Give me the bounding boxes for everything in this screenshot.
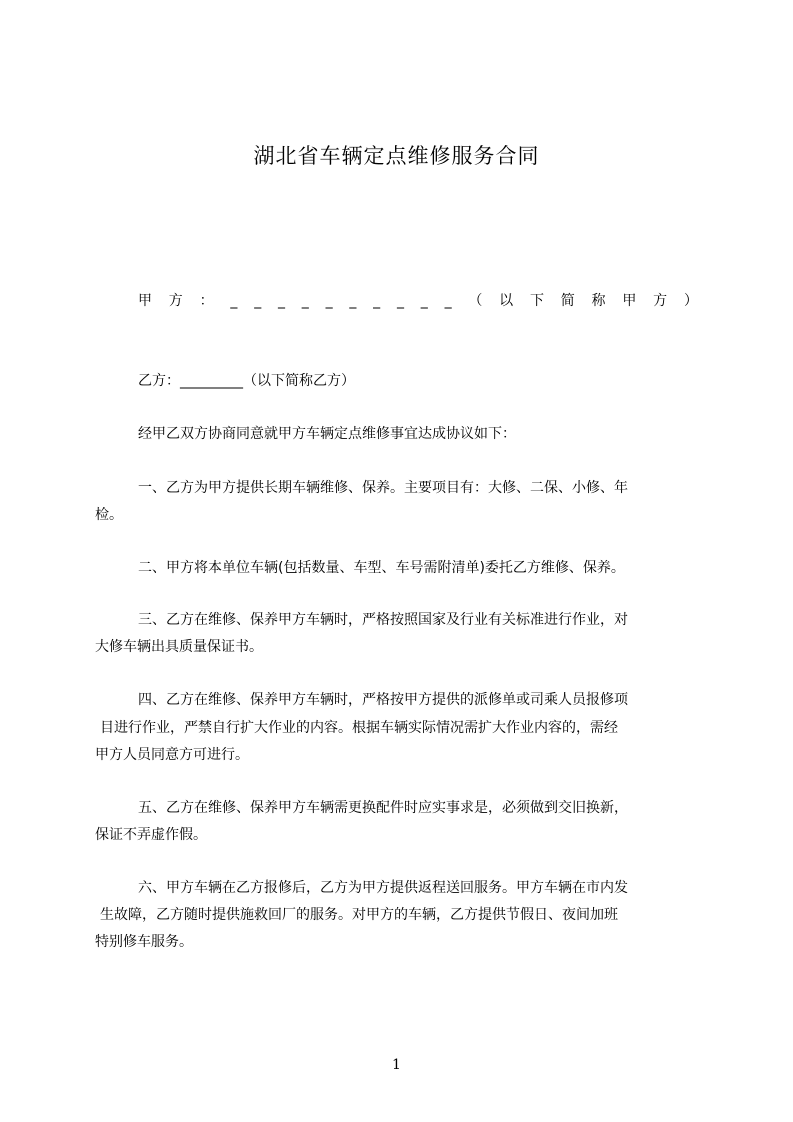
clause-4-line-3: 甲方人员同意方可进行。 (95, 747, 249, 763)
intro-paragraph: 经甲乙双方协商同意就甲方车辆定点维修事宜达成协议如下： (138, 426, 516, 442)
party-a-char: _ (254, 293, 262, 309)
clause-3-line-2: 大修车辆出具质量保证书。 (95, 639, 263, 655)
page-number: 1 (392, 1057, 401, 1073)
party-a-char: 简 (560, 293, 575, 309)
clause-5-line-2: 保证不弄虚作假。 (95, 827, 207, 843)
party-a-char: _ (420, 293, 428, 309)
party-a-char: ： (199, 293, 214, 309)
clause-6-line-3: 特别修车服务。 (95, 934, 193, 950)
party-a-char: _ (325, 293, 333, 309)
clause-1-line-1: 一、乙方为甲方提供长期车辆维修、保养。主要项目有：大修、二保、小修、年 (138, 480, 628, 496)
party-a-char: 甲 (138, 293, 152, 309)
party-a-char: （ (468, 293, 483, 309)
party-a-char: _ (396, 293, 404, 309)
party-a-char: _ (444, 293, 452, 309)
document-title: 湖北省车辆定点维修服务合同 (253, 144, 540, 168)
party-a-char: 下 (529, 293, 544, 309)
party-a-char: 甲 (622, 293, 637, 309)
party-a-char: _ (373, 293, 381, 309)
party-a-char: 以 (499, 293, 514, 309)
clause-2-line-1: 二、甲方将本单位车辆(包括数量、车型、车号需附清单)委托乙方维修、保养。 (138, 560, 625, 576)
party-a-char: 称 (591, 293, 606, 309)
clause-6-line-2: 生故障，乙方随时提供施救回厂的服务。对甲方的车辆，乙方提供节假日、夜间加班 (100, 907, 618, 923)
clause-4-line-1: 四、乙方在维修、保养甲方车辆时，严格按甲方提供的派修单或司乘人员报修项 (138, 692, 628, 708)
party-a-char: 方 (653, 293, 668, 309)
clause-6-line-1: 六、甲方车辆在乙方报修后，乙方为甲方提供返程送回服务。甲方车辆在市内发 (138, 880, 628, 896)
clause-1-line-2: 检。 (95, 507, 123, 523)
clause-4-line-2: 目进行作业，严禁自行扩大作业的内容。根据车辆实际情况需扩大作业内容的，需经 (100, 720, 618, 736)
party-a-char: _ (301, 293, 309, 309)
party-a-char: _ (230, 293, 238, 309)
party-a-char: _ (277, 293, 285, 309)
party-a-char: ） (683, 293, 698, 309)
party-a-char: _ (349, 293, 357, 309)
party-b-line: 乙方：_________（以下简称乙方） (138, 373, 355, 389)
party-a-line (138, 288, 698, 315)
party-a-char: 方 (168, 293, 183, 309)
clause-3-line-1: 三、乙方在维修、保养甲方车辆时，严格按照国家及行业有关标准进行作业，对 (138, 612, 628, 628)
clause-5-line-1: 五、乙方在维修、保养甲方车辆需更换配件时应实事求是，必须做到交旧换新， (138, 800, 628, 816)
